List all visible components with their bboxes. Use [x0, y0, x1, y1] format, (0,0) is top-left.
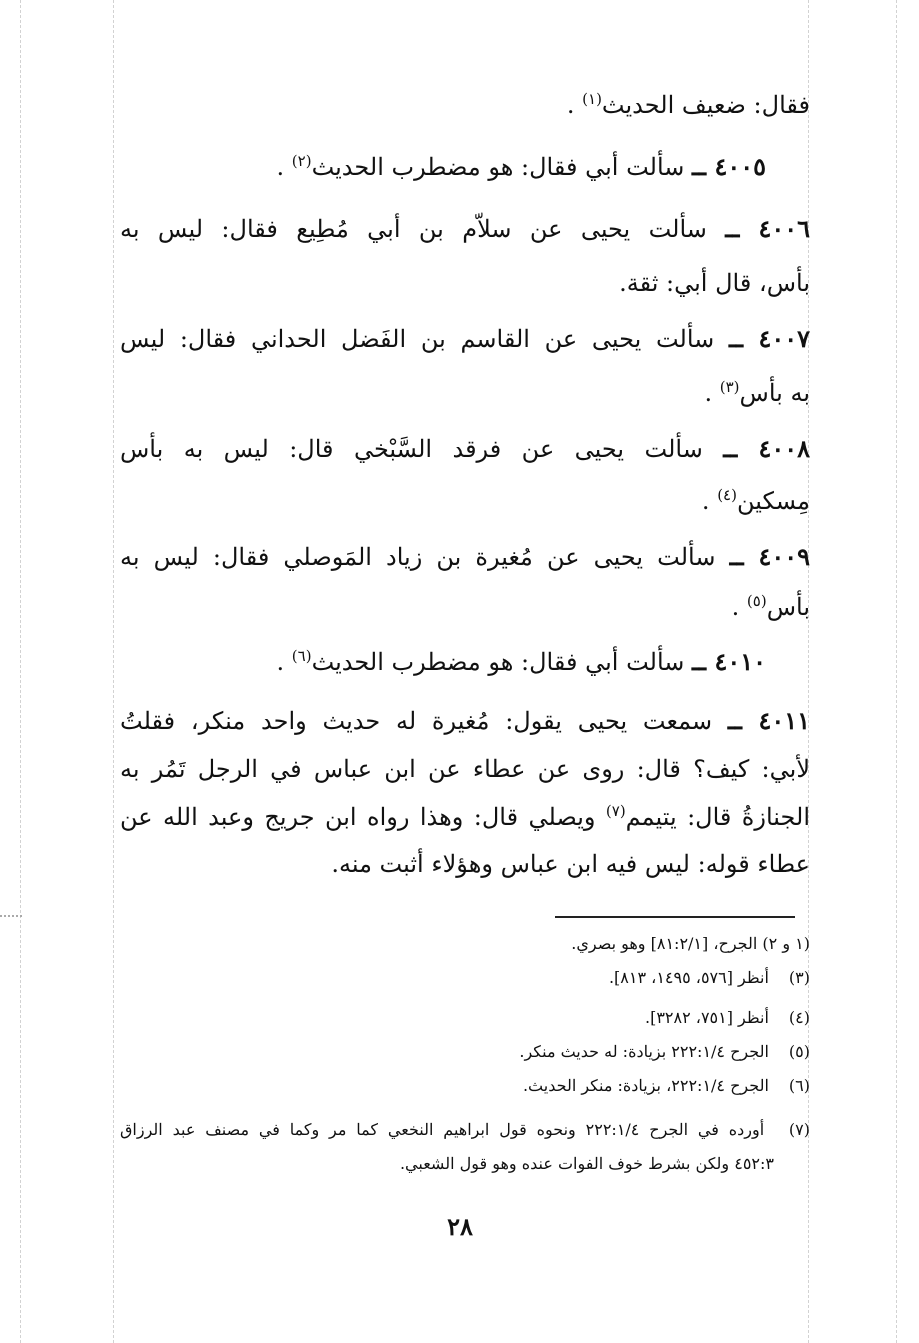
entry-4009: ٤٠٠٩ ــ سألت يحيى عن مُغيرة بن زياد المَوصلي فقال: ليس به — [120, 542, 810, 571]
entry-number: ٤٠١٠ ــ — [692, 647, 766, 676]
footnote-separator — [555, 916, 795, 918]
footnote: (٦) الجرح ٢٢٢:١/٤، بزيادة: منكر الحديث. — [120, 1074, 810, 1098]
entry-4005: ٤٠٠٥ ــ سألت أبي فقال: هو مضطرب الحديث$^{(٢)}$ . — [276, 152, 766, 181]
entry-number: ٤٠٠٨ ــ — [723, 434, 810, 463]
entry-4007: ٤٠٠٧ ــ سألت يحيى عن القاسم بن الفَضل الحداني فقال: ليس — [120, 324, 811, 353]
footnote-marker: (٦) — [788, 1076, 810, 1095]
entry-4009-cont: بأس$^{(٥)}$ . — [731, 592, 810, 621]
footnote: (٧) أورده في الجرح ٢٢٢:١/٤ ونحوه قول ابراهيم النخعي كما مر وكما في مصنف عبد الرزاق — [120, 1118, 810, 1142]
entry-4011-cont: عطاء قوله: ليس فيه ابن عباس وهؤلاء أثبت منه. — [331, 850, 810, 878]
text-line: فقال: ضعيف الحديث$^{(١)}$ . — [566, 90, 810, 119]
margin-guide-line — [896, 0, 897, 1343]
entry-number: ٤٠٠٩ ــ — [729, 542, 810, 571]
footnote-marker: (٥) — [788, 1042, 810, 1061]
footnote-cont: ٤٥٢:٣ ولكن بشرط خوف الفوات عنده وهو قول الشعبي. — [399, 1154, 774, 1173]
dotted-margin-mark — [0, 915, 22, 917]
entry-4008: ٤٠٠٨ ــ سألت يحيى عن فرقد السَّبْخي قال: ليس به بأس — [120, 434, 810, 463]
footnote-marker: (٧) — [788, 1120, 811, 1139]
footnote: (٥) الجرح ٢٢٢:١/٤ بزيادة: له حديث منكر. — [120, 1040, 810, 1064]
footnote-marker: (١ و ٢) — [762, 934, 810, 953]
entry-4006: ٤٠٠٦ ــ سألت يحيى عن سلاّم بن أبي مُطِيع فقال: ليس به — [120, 214, 810, 243]
footnote-ref: (١) — [582, 90, 602, 108]
footnote-marker: (٣) — [788, 968, 810, 987]
entry-4008-cont: مِسكين$^{(٤)}$ . — [701, 486, 810, 515]
entry-4011-cont: لأبي: كيف؟ قال: روى عن عطاء عن ابن عباس في الرجل تَمُر به — [120, 755, 810, 783]
entry-number: ٤٠٠٥ ــ — [692, 152, 766, 181]
footnote-ref: (٦) — [291, 647, 312, 665]
footnote-ref: (٣) — [719, 378, 740, 396]
entry-4006-cont: بأس، قال أبي: ثقة. — [619, 269, 810, 297]
entry-4011-cont: الجنازةُ قال: يتيمم$^{(٧)}$ ويصلي قال: وهذا رواه ابن جريج وعبد الله عن — [120, 802, 810, 831]
footnote: (٣) أنظر [٥٧٦، ١٤٩٥، ٨١٣]. — [120, 966, 810, 990]
footnote-ref: (٧) — [605, 802, 626, 820]
entry-4011: ٤٠١١ ــ سمعت يحيى يقول: مُغيرة له حديث واحد منكر، فقلتُ — [120, 706, 811, 735]
footnote-ref: (٤) — [717, 486, 737, 504]
footnote-marker: (٤) — [788, 1008, 810, 1027]
entry-4010: ٤٠١٠ ــ سألت أبي فقال: هو مضطرب الحديث$^{(٦)}$ . — [276, 647, 766, 676]
entry-number: ٤٠٠٦ ــ — [725, 214, 810, 243]
entry-number: ٤٠٠٧ ــ — [728, 324, 811, 353]
footnote: (٤) أنظر [٧٥١، ٣٢٨٢]. — [120, 1006, 810, 1030]
entry-number: ٤٠١١ ــ — [727, 706, 811, 735]
page-number: ٢٨ — [447, 1212, 473, 1241]
margin-guide-line — [20, 0, 21, 1343]
footnote-ref: (٥) — [746, 592, 767, 610]
margin-guide-line — [113, 0, 114, 1343]
footnote: (١ و ٢) الجرح، [٨١:٢/١] وهو بصري. — [120, 932, 810, 956]
entry-4007-cont: به بأس$^{(٣)}$ . — [704, 378, 810, 407]
footnote-ref: (٢) — [291, 152, 312, 170]
